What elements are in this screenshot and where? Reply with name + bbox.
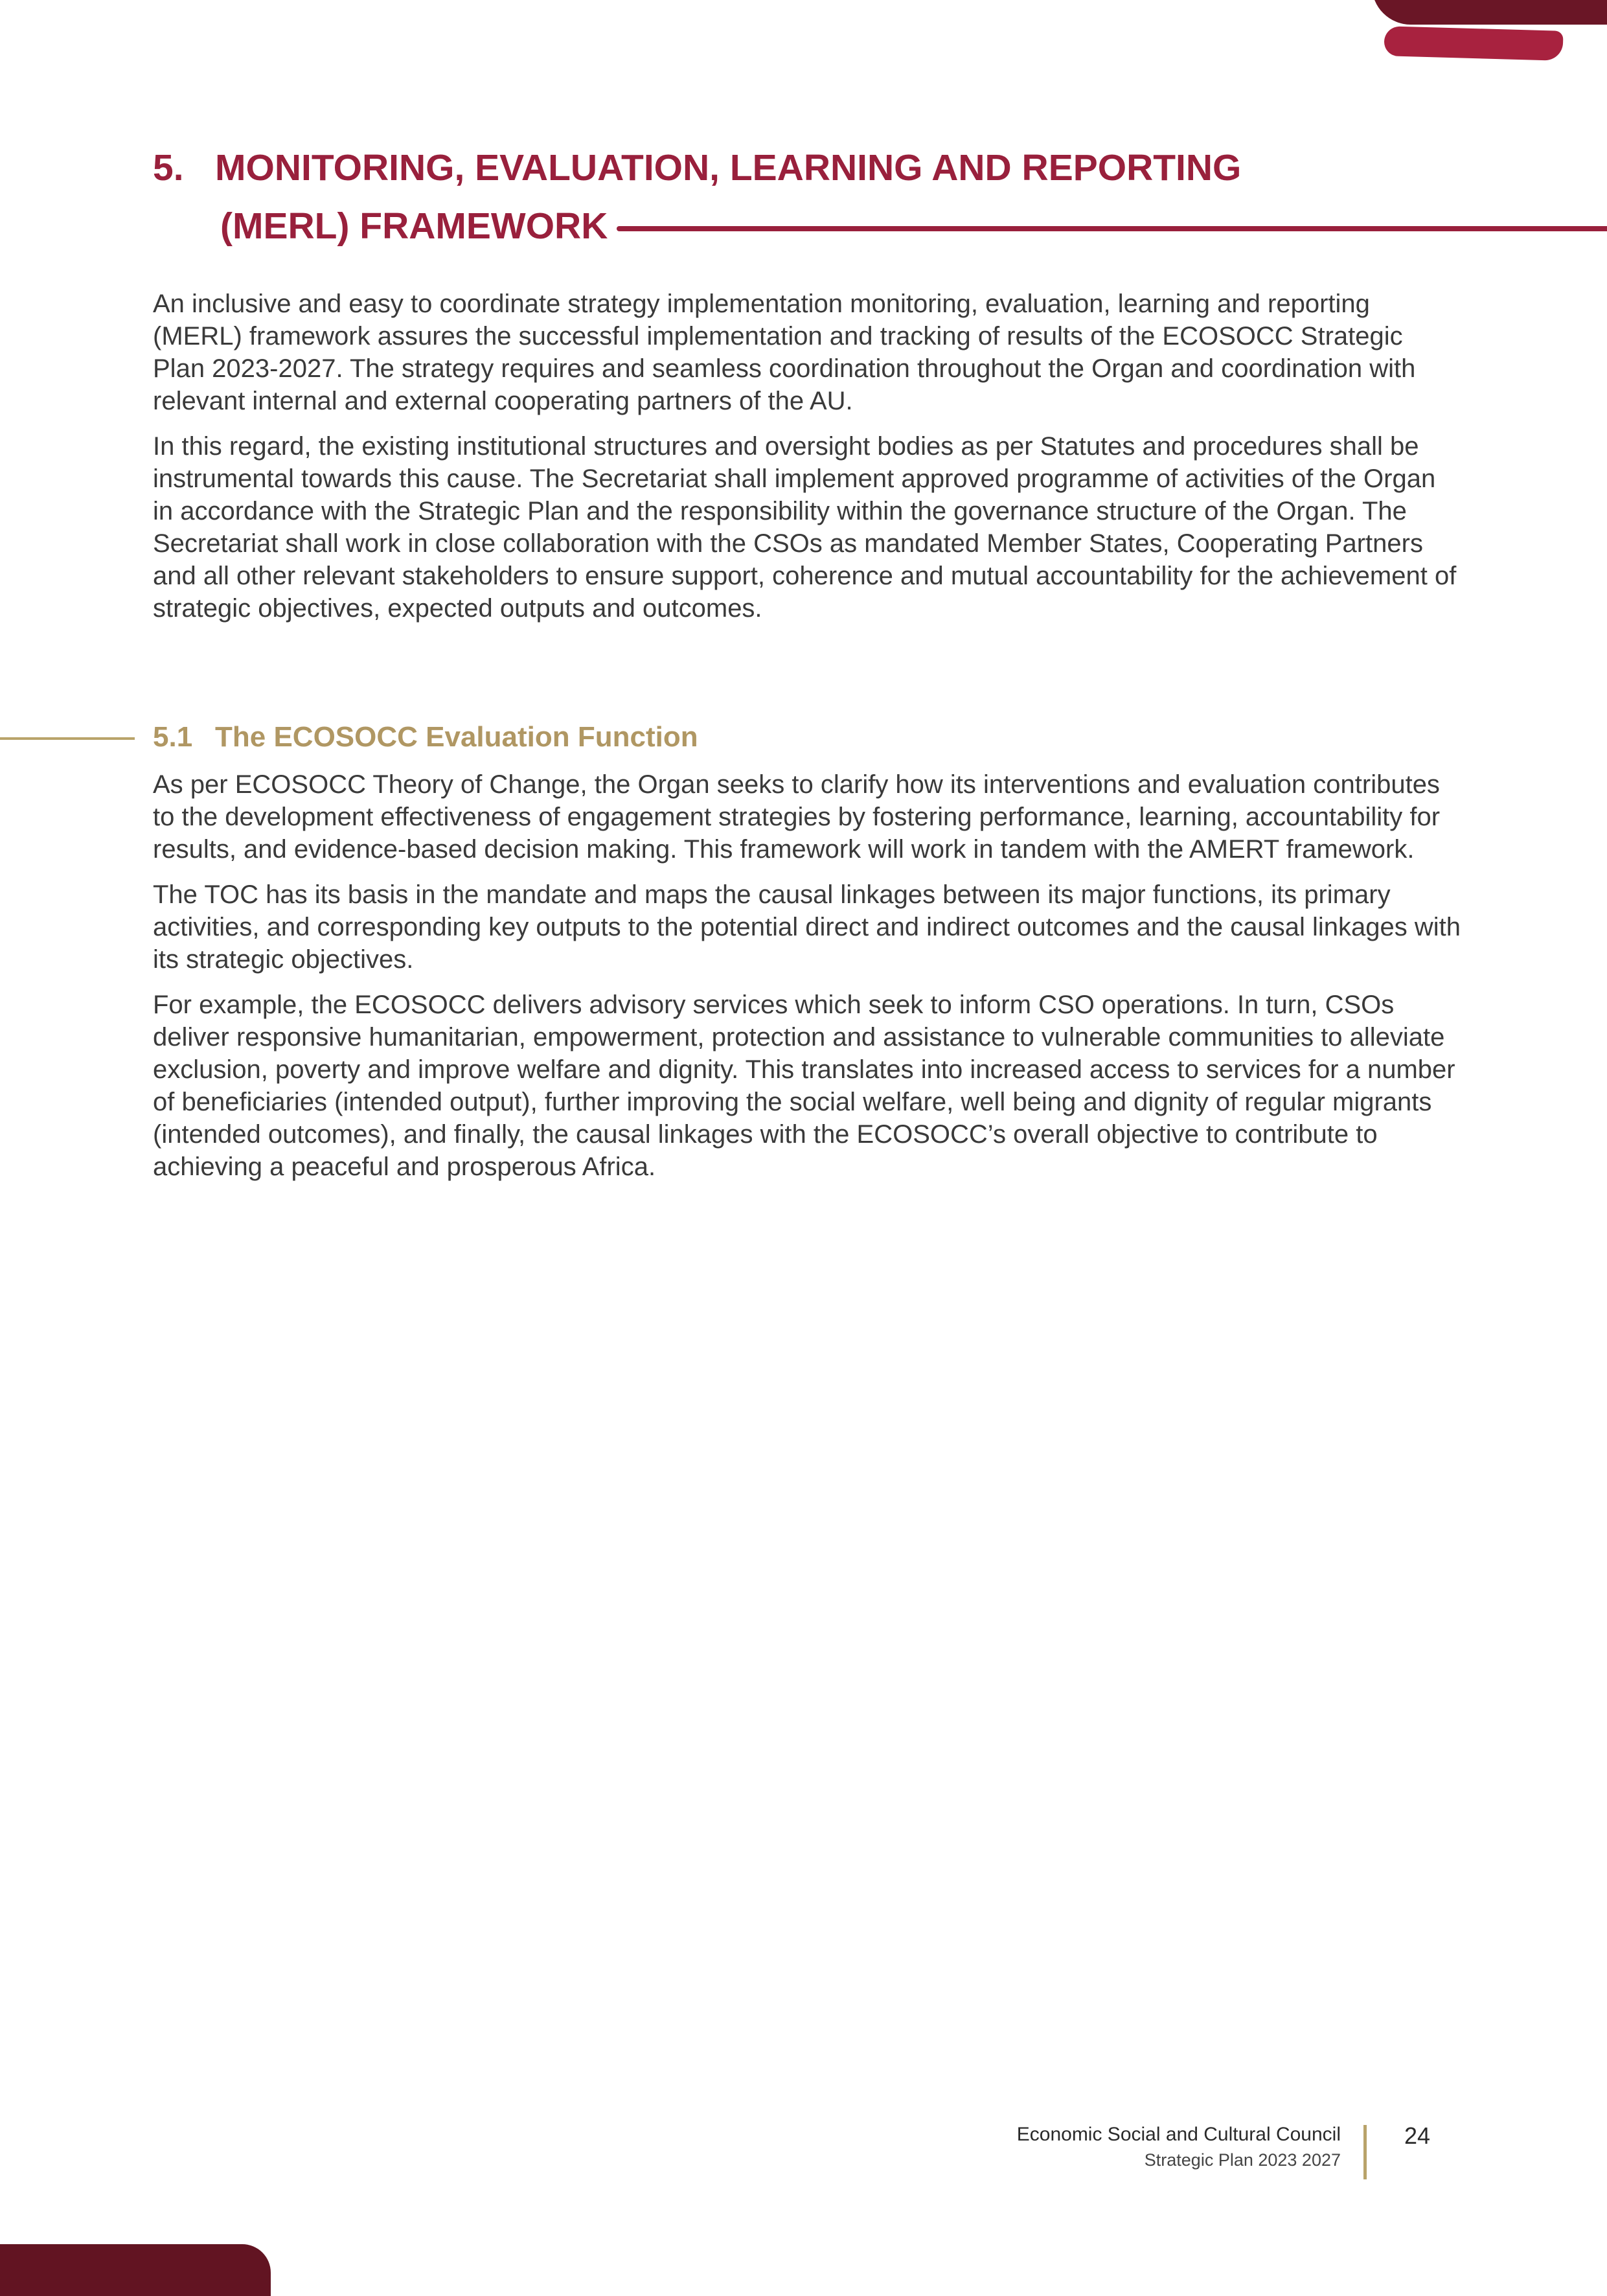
section-title-line-2: (MERL) FRAMEWORK xyxy=(220,205,608,247)
section-number: 5. xyxy=(153,147,184,189)
intro-text xyxy=(153,288,1461,637)
intro-paragraph-1: An inclusive and easy to coordinate strategy implementation monitoring, evaluation, learning and reporting (MERL) framework assures the successful implementation and tracking of results of the ECOSOCC Strategic Plan 2023-2027. The strategy requires and seamless coordination throughout the Organ and coordination with relevant internal and external cooperating partners of the AU. xyxy=(153,290,1416,415)
footer-title-block xyxy=(1017,2122,1341,2172)
heading-underline xyxy=(617,226,1607,231)
section-heading xyxy=(153,139,1607,255)
section-title-line-1: MONITORING, EVALUATION, LEARNING AND REPORTING xyxy=(215,147,1242,189)
section-heading-line-1 xyxy=(153,139,1607,197)
footer-organization: Economic Social and Cultural Council xyxy=(1016,2124,1341,2145)
footer-divider xyxy=(1363,2125,1367,2179)
subsection-number: 5.1 xyxy=(153,721,193,753)
subsection-heading xyxy=(153,719,698,755)
subsection-text xyxy=(153,768,1461,1196)
subheading-rule xyxy=(0,737,135,740)
footer-plan: Strategic Plan 2023 2027 xyxy=(1144,2150,1341,2170)
top-decoration-red xyxy=(1384,26,1563,61)
subsection-paragraph-2: The TOC has its basis in the mandate and maps the causal linkages between its major functions, its primary activities, and corresponding key outputs to the potential direct and indirect outcomes and the causal linkages with its strategic objectives. xyxy=(153,880,1461,974)
bottom-decoration xyxy=(0,2244,271,2296)
subsection-paragraph-1: As per ECOSOCC Theory of Change, the Organ seeks to clarify how its interventions and evaluation contributes to the development effectiveness of engagement strategies by fostering performance, learning, accountability for results, and evidence-based decision making. This framework will work in tandem with the AMERT framework. xyxy=(153,770,1441,864)
subsection-paragraph-3: For example, the ECOSOCC delivers advisory services which seek to inform CSO operations. In turn, CSOs deliver responsive humanitarian, empowerment, protection and assistance to vulnerable communities to alleviate exclusion, poverty and improve welfare and dignity. This translates into increased access to services for a number of beneficiaries (intended output), further improving the social welfare, well being and dignity of regular migrants (intended outcomes), and finally, the causal linkages with the ECOSOCC’s overall objective to contribute to achieving a peaceful and prosperous Africa. xyxy=(153,991,1455,1181)
page-number: 24 xyxy=(1404,2122,1431,2149)
subsection-title: The ECOSOCC Evaluation Function xyxy=(215,721,698,753)
section-heading-line-2 xyxy=(153,197,1607,255)
top-decoration-dark xyxy=(1372,0,1607,25)
intro-paragraph-2: In this regard, the existing institutional structures and oversight bodies as per Statutes and procedures shall be instrumental towards this cause. The Secretariat shall implement approved programme of activities of the Organ in accordance with the Strategic Plan and the responsibility within the governance structure of the Organ. The Secretariat shall work in close collaboration with the CSOs as mandated Member States, Cooperating Partners and all other relevant stakeholders to ensure support, coherence and mutual accountability for the achievement of strategic objectives, expected outputs and outcomes. xyxy=(153,432,1457,623)
